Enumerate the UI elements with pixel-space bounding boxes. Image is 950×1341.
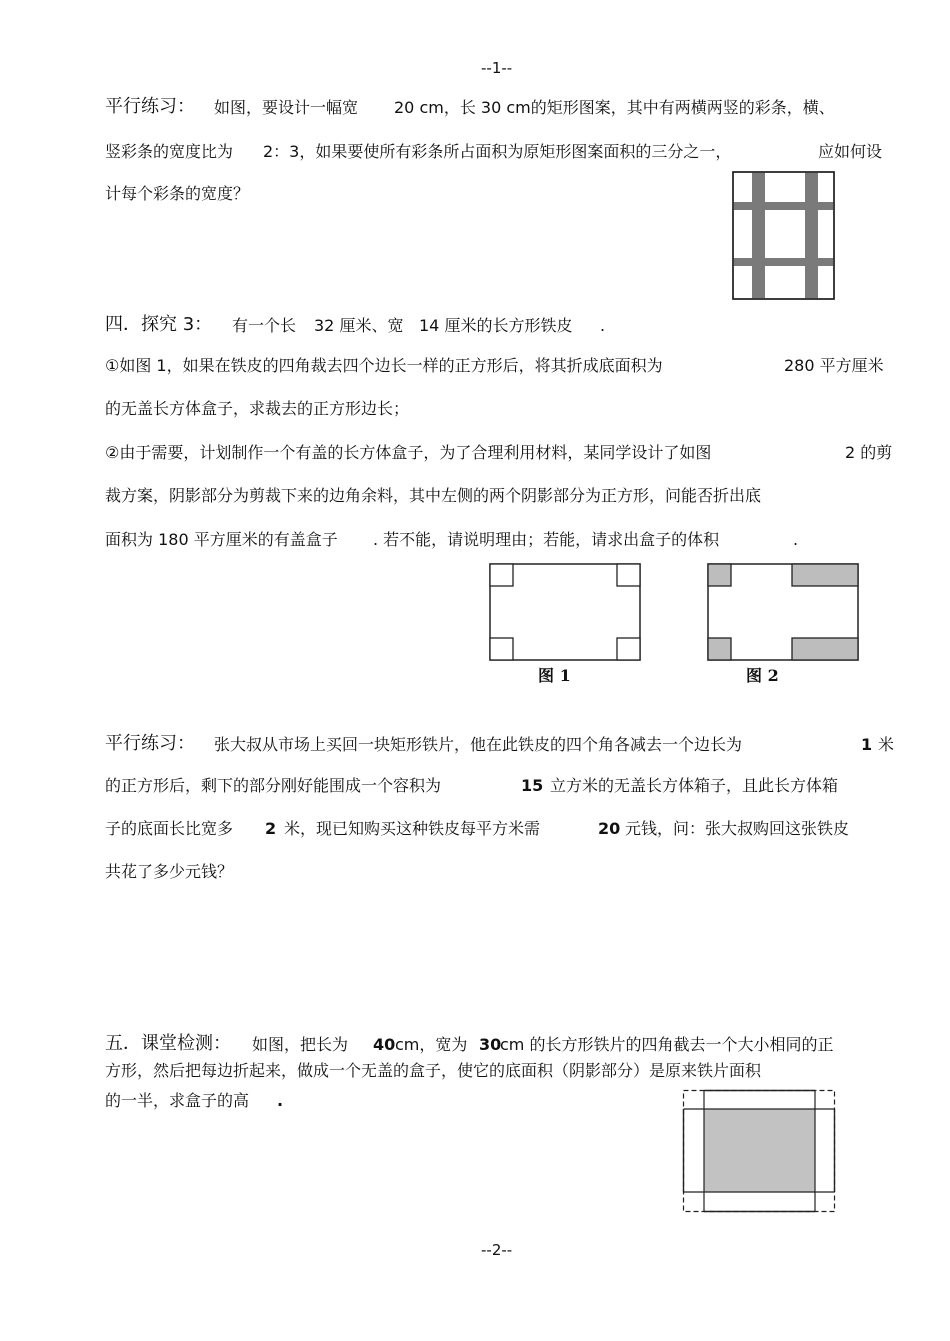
ex2-heading: 平行练习： [105,733,195,754]
ex1-text: 20 cm，长 30 cm的矩形图案，其中有两横两竖的彩条，横、 [394,98,835,117]
corner-square [617,564,640,586]
sec4-text: 面积为 180 平方厘米的有盖盒子 [105,530,338,549]
corner-square [617,638,640,660]
sec4-text: 2 的剪 [845,443,893,462]
ex2-text: 米 [878,735,895,754]
sec4-text: . 若不能，请说明理由；若能，请求出盒子的体积 [373,530,720,549]
ex2-text: 立方米的无盖长方体箱子，且此长方体箱 [550,776,839,795]
sec5-text: cm，宽为 [395,1035,468,1054]
horizontal-stripe [733,258,834,266]
ex2-number: 20 [598,819,621,838]
sec4-text: ①如图 1，如果在铁皮的四角裁去四个边长一样的正方形后，将其折成底面积为 [105,356,663,375]
sec4-text: 280 平方厘米 [784,356,884,375]
sec5-text: 方形，然后把每边折起来，做成一个无盖的盒子，使它的底面积（阴影部分）是原来铁片面积 [105,1061,762,1080]
page-number-top: --1-- [481,59,513,77]
ex1-text: 计每个彩条的宽度？ [105,184,250,203]
sec4-text: 的无盖长方体盒子，求裁去的正方形边长； [105,399,410,418]
sec5-text: 如图，把长为 [252,1035,349,1054]
ex2-text: 的正方形后，剩下的部分刚好能围成一个容积为 [105,776,442,795]
sec5-text: cm 的长方形铁片的四角截去一个大小相同的正 [500,1035,834,1054]
ex1-text: 应如何设 [818,142,883,161]
shaded-strip [792,564,858,586]
page-number-bottom: --2-- [481,1241,513,1259]
shaded-base [704,1109,815,1192]
sec5-number: 40 [373,1035,396,1054]
sec4-text: . [600,316,606,335]
sec4-text: 14 厘米的长方形铁皮 [419,316,573,335]
figure-2 [707,563,860,662]
sec5-number: 30 [479,1035,502,1054]
sec5-heading: 五．课堂检测： [105,1033,231,1054]
ex1-text: 竖彩条的宽度比为 [105,142,234,161]
sec5-text: 的一半，求盒子的高 [105,1091,250,1110]
ex2-text: 共花了多少元钱？ [105,862,234,881]
corner-square [490,564,513,586]
sec4-text: 有一个长 [232,316,297,335]
sec4-text: 裁方案，阴影部分为剪裁下来的边角余料，其中左侧的两个阴影部分为正方形，问能否折出底 [105,486,762,505]
sec4-text: ②由于需要，计划制作一个有盖的长方体盒子，为了合理利用材料，某同学设计了如图 [105,443,712,462]
horizontal-stripe [733,202,834,210]
vertical-stripe [805,172,818,299]
figure-2-caption: 图 2 [746,666,779,685]
ex1-text: 如图，要设计一幅宽 [214,98,359,117]
ex2-number: 1 [861,735,873,754]
stripe-pattern-figure [732,171,836,301]
ex2-text: 米，现已知购买这种铁皮每平方米需 [284,819,541,838]
sec5-text: . [277,1091,284,1110]
ex1-text: 2：3，如果要使所有彩条所占面积为原矩形图案面积的三分之一， [263,142,732,161]
shaded-strip [792,638,858,660]
figure-1 [489,563,642,662]
sec4-text: 32 厘米、宽 [314,316,404,335]
box-net-figure [682,1089,837,1214]
ex2-number: 2 [265,819,277,838]
shaded-corner-square [708,564,731,586]
ex2-number: 15 [521,776,544,795]
vertical-stripe [752,172,765,299]
sec4-heading: 四．探究 3： [105,314,213,335]
figure-1-caption: 图 1 [538,666,571,685]
ex1-heading: 平行练习： [105,96,195,117]
ex2-text: 子的底面长比宽多 [105,819,234,838]
shaded-corner-square [708,638,731,660]
ex2-text: 元钱，问：张大叔购回这张铁皮 [625,819,850,838]
sec4-text: . [793,530,799,549]
corner-square [490,638,513,660]
ex2-text: 张大叔从市场上买回一块矩形铁片，他在此铁皮的四个角各减去一个边长为 [214,735,743,754]
